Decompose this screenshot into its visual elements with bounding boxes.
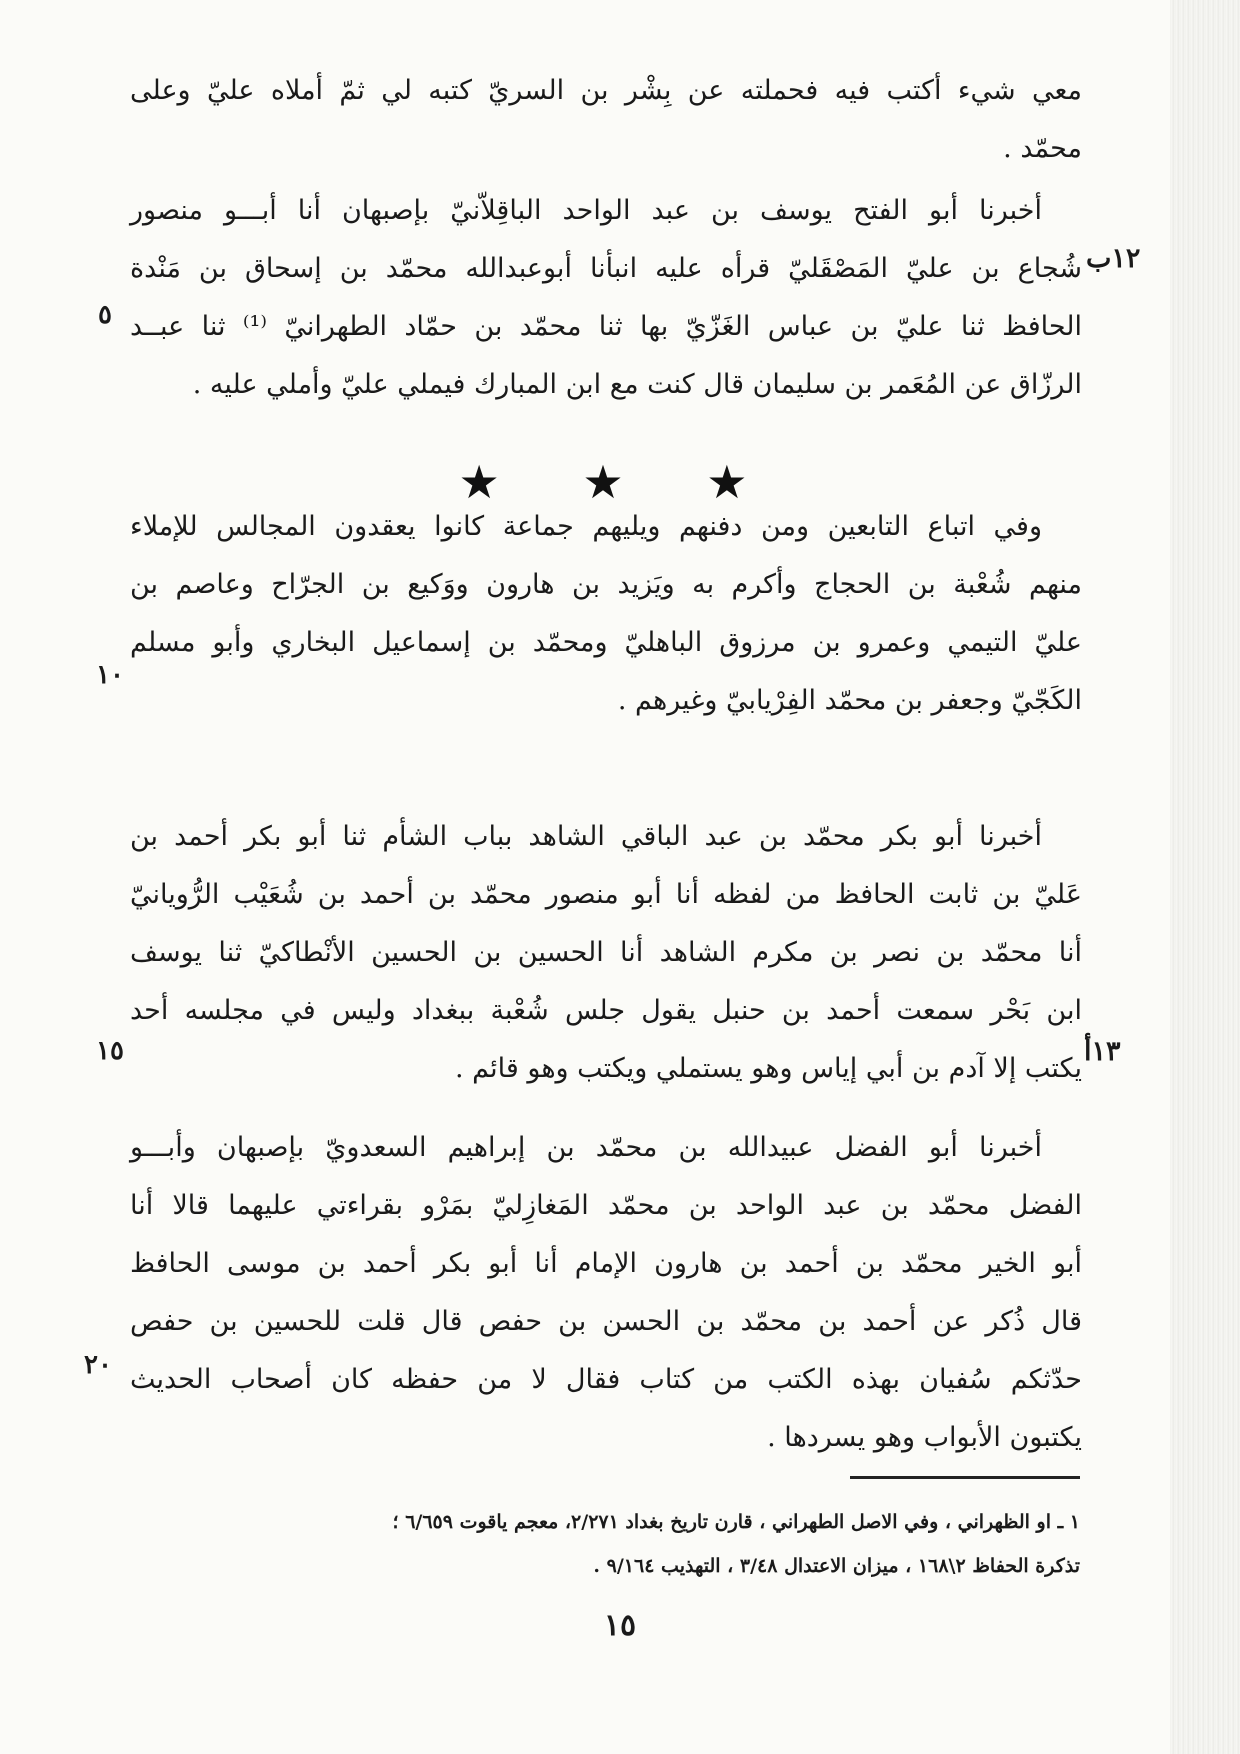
text-line: أبو الخير محمّد بن أحمد بن هارون الإمام أنا أبو بكر أحمد بن موسى الحافظ [130, 1248, 1082, 1279]
footnote-divider [850, 1476, 1080, 1479]
text-line: ابن بَحْر سمعت أحمد بن حنبل يقول جلس شُعْبة ببغداد وليس في مجلسه أحد [130, 995, 1082, 1026]
text-line: أنا محمّد بن نصر بن مكرم الشاهد أنا الحسين بن الحسين الأنْطاكيّ ثنا يوسف [130, 937, 1082, 968]
section-separator: ★ ★ ★ [458, 455, 782, 509]
page-number: ١٥ [603, 1608, 637, 1643]
text-line: عليّ التيمي وعمرو بن مرزوق الباهليّ ومحمّد بن إسماعيل البخاري وأبو مسلم [130, 627, 1082, 658]
text-line: يكتب إلا آدم بن أبي إياس وهو يستملي ويكتب وهو قائم . [455, 1053, 1082, 1084]
line-number: ١٥ [96, 1036, 124, 1066]
text-line: الكَجّيّ وجعفر بن محمّد الفِرْيابيّ وغيرهم . [617, 685, 1082, 716]
text-line: أخبرنا أبو الفتح يوسف بن عبد الواحد الباقِلاّنيّ بإصبهان أنا أبـــو منصور [130, 195, 1042, 226]
text-line: الحافظ ثنا عليّ بن عباس الغَزّيّ بها ثنا محمّد بن حمّاد الطهرانيّ ⁽¹⁾ ثنا عبــد [130, 311, 1083, 342]
text-line: أخبرنا أبو بكر محمّد بن عبد الباقي الشاهد بباب الشأم ثنا أبو بكر أحمد بن [130, 821, 1042, 852]
paragraph-1 [130, 62, 1082, 178]
text-line: أخبرنا أبو الفضل عبيدالله بن محمّد بن إبراهيم السعدويّ بإصبهان وأبـــو [130, 1132, 1042, 1163]
paragraph-5 [130, 1119, 1082, 1467]
text-line: يكتبون الأبواب وهو يسردها . [767, 1422, 1082, 1453]
footnote-line: ١ ـ او الظهراني ، وفي الاصل الطهراني ، قارن تاريخ بغداد ٢/٢٧١، معجم ياقوت ٦/٦٥٩ ؛ [392, 1511, 1080, 1533]
text-line: قال ذُكر عن أحمد بن محمّد بن الحسن بن حفص قال قلت للحسين بن حفص [130, 1306, 1082, 1337]
footnote [95, 1500, 1080, 1588]
text-line: الفضل محمّد بن عبد الواحد بن محمّد المَغازِليّ بمَرْو بقراءتي عليهما قالا أنا [130, 1190, 1082, 1221]
text-line: شُجاع بن عليّ المَصْقَليّ قرأه عليه انبأنا أبوعبدالله محمّد بن إسحاق بن مَنْدة [130, 253, 1082, 284]
line-number: ٥ [98, 300, 112, 330]
paragraph-3 [130, 498, 1082, 730]
text-line: محمّد . [1003, 133, 1082, 164]
text-line: حدّثكم سُفيان بهذه الكتب من كتاب فقال لا من حفظه كان أصحاب الحديث [130, 1364, 1082, 1395]
folio-margin-marker: ١٣أ [1084, 1036, 1121, 1067]
line-number: ١٠ [96, 660, 124, 690]
scan-edge-shading [1170, 0, 1240, 1754]
paragraph-4 [130, 808, 1082, 1098]
text-line: وفي اتباع التابعين ومن دفنهم ويليهم جماعة كانوا يعقدون المجالس للإملاء [130, 511, 1042, 542]
footnote-line: تذكرة الحفاظ ٢\١٦٨ ، ميزان الاعتدال ٣/٤٨ ، التهذيب ٩/١٦٤ . [593, 1555, 1080, 1577]
paragraph-2 [130, 182, 1082, 414]
text-line: منهم شُعْبة بن الحجاج وأكرم به ويَزيد بن هارون ووَكيع بن الجرّاح وعاصم بن [130, 569, 1082, 600]
line-number: ٢٠ [84, 1350, 112, 1380]
text-line: عَليّ بن ثابت الحافظ من لفظه أنا أبو منصور محمّد بن أحمد بن شُعَيْب الرُّويانيّ [130, 879, 1082, 910]
folio-margin-marker: ١٢ب [1086, 243, 1141, 274]
text-line: معي شيء أكتب فيه فحملته عن بِشْر بن السريّ كتبه لي ثمّ أملاه عليّ وعلى [130, 75, 1082, 106]
text-line: الرزّاق عن المُعَمر بن سليمان قال كنت مع ابن المبارك فيملي عليّ وأملي عليه . [192, 369, 1082, 400]
